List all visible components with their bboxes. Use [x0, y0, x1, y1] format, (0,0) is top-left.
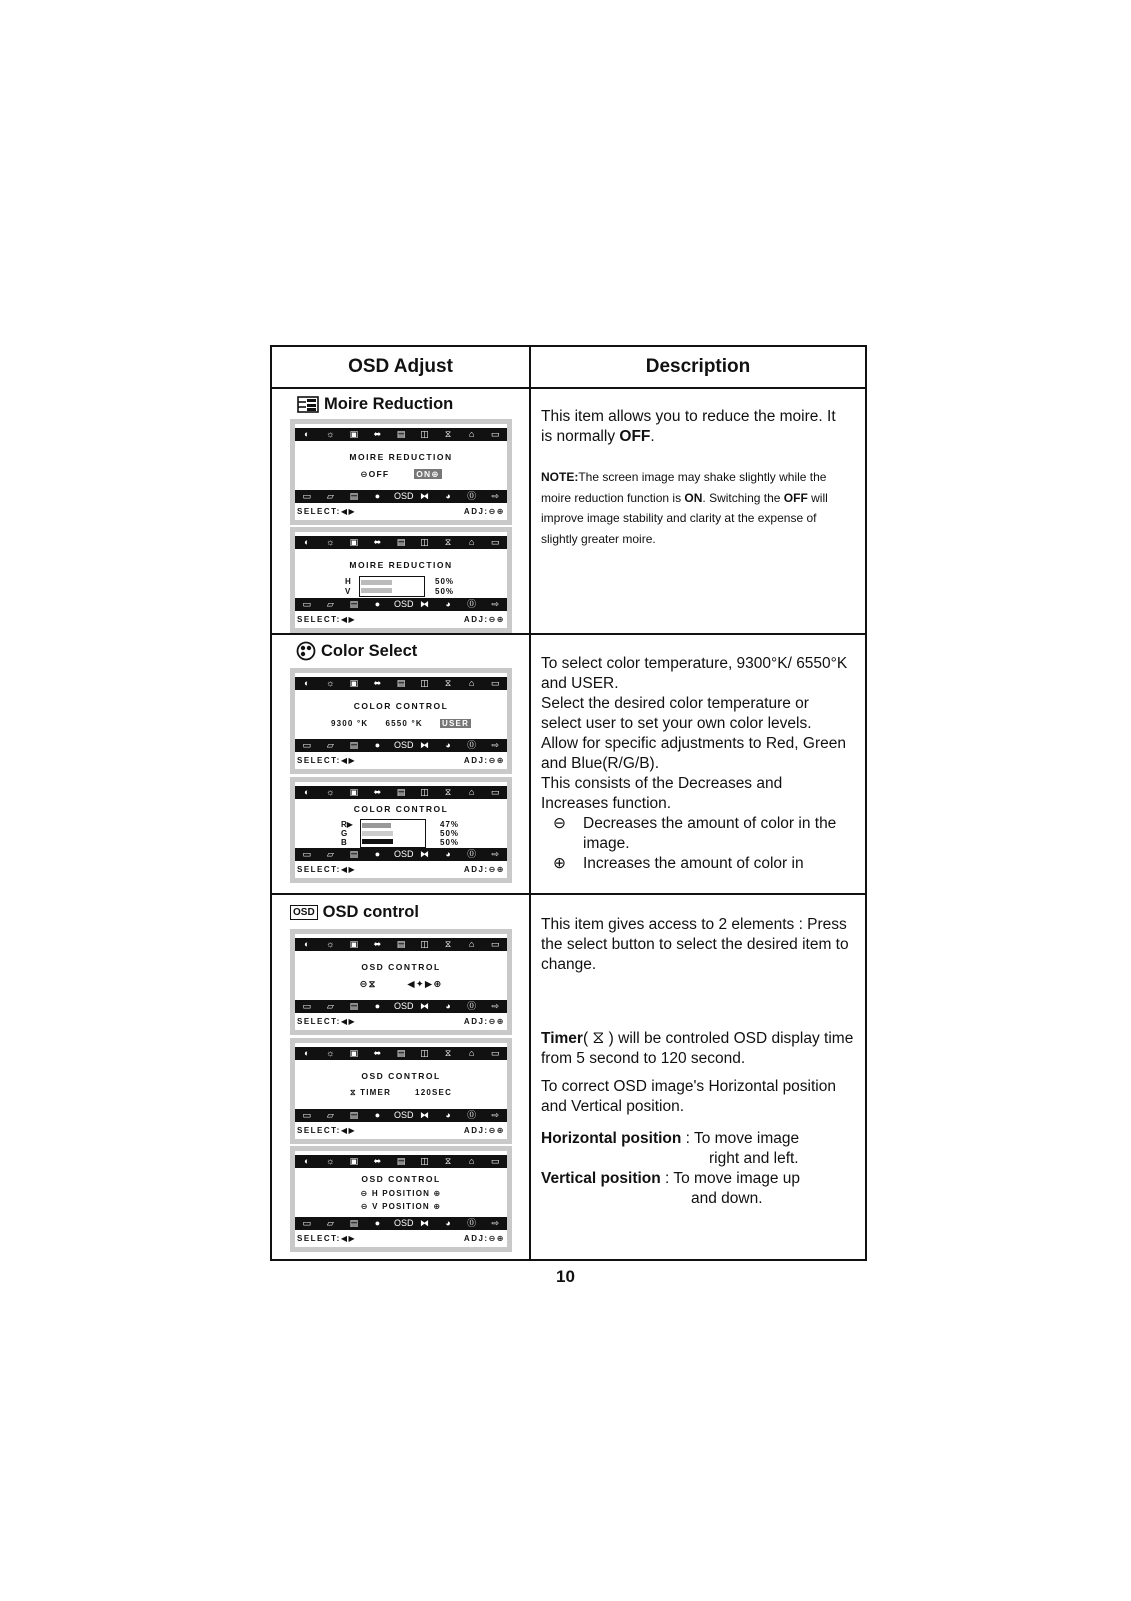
moire-h-value: 50%: [435, 577, 455, 586]
osd-top-icon-bar: ◐ ☼ ▣ ⬌ ▤ ◫ ⧖ ⌂ ▭: [295, 1047, 507, 1060]
osd-position-option: ◀✦▶⊕: [407, 979, 443, 990]
color-9300-option: 9300 °K: [330, 719, 369, 728]
color-section-title: [296, 641, 417, 661]
timer-label: Timer: [541, 1030, 583, 1047]
color-increase-item: [541, 854, 851, 874]
osd-top-icon-bar: ◐ ☼ ▣ ⬌ ▤ ◫ ⧖ ⌂ ▭: [295, 1155, 507, 1168]
osd-select-row: SELECT:◀▶ ADJ:⊖⊕: [297, 507, 505, 516]
osd-table: [270, 345, 867, 1261]
color-description: [541, 654, 851, 874]
row-divider-2: [272, 893, 865, 895]
osd-bottom-icon-bar: ▭ ▱ ▤ ● OSD ⧓ ◕ ⓪ ⇨: [295, 848, 507, 861]
osd-bottom-icon-bar: ▭ ▱ ▤ ● OSD ⧓ ◕ ⓪ ⇨: [295, 739, 507, 752]
column-header-description: Description: [645, 356, 751, 377]
color-r-value: 47%: [440, 820, 460, 829]
osd-select-row: SELECT:◀▶ ADJ:⊖⊕: [297, 615, 505, 624]
osd-screen-osdctl-3: [290, 1146, 512, 1252]
hpos-desc: Horizontal position : To move image: [541, 1130, 800, 1147]
moire-on-option: ON⊕: [416, 469, 440, 479]
color-r-label: R▶: [341, 820, 353, 829]
osdctl-description: [541, 915, 859, 1209]
osd-screen-color-2: [290, 777, 512, 883]
osd-timer-row: [295, 1088, 507, 1098]
osd-select-row: SELECT:◀▶ ADJ:⊖⊕: [297, 865, 505, 874]
osd-moire-heading: MOIRE REDUCTION: [349, 452, 453, 462]
osd-timer-label: ⧖ TIMER: [349, 1088, 392, 1097]
color-user-option: USER: [442, 719, 470, 728]
osd-select-row: SELECT:◀▶ ADJ:⊖⊕: [297, 756, 505, 765]
osdctl-timer-desc: Timer( ⧖ ) will be controled OSD display time from 5 second to 120 second.: [541, 1028, 854, 1067]
osdctl-desc-1: This item gives access to 2 elements : Press the select button to select the desired item to change.: [541, 916, 849, 973]
row-divider-1: [272, 633, 865, 635]
osd-box-icon: OSD: [290, 905, 318, 920]
color-desc-1: To select color temperature, 9300°K/ 6550°K and USER.: [541, 655, 848, 692]
header-divider: [272, 387, 865, 389]
osd-moire-heading: MOIRE REDUCTION: [349, 560, 453, 570]
osd-bottom-icon-bar: ▭ ▱ ▤ ● OSD ⧓ ◕ ⓪ ⇨: [295, 1109, 507, 1122]
osd-bottom-icon-bar: ▭ ▱ ▤ ● OSD ⧓ ◕ ⓪ ⇨: [295, 598, 507, 611]
osd-color-heading: COLOR CONTROL: [353, 804, 449, 814]
color-desc-2: Select the desired color temperature or select user to set your own color levels.: [541, 695, 812, 732]
moire-note: NOTE:The screen image may shake slightly while the moire reduction function is ON. Switching the OFF will improve image stability and clarity at the expense of slightly greater moire.: [541, 470, 828, 546]
moire-title: Moire Reduction: [324, 395, 454, 413]
osd-bottom-icon-bar: ▭ ▱ ▤ ● OSD ⧓ ◕ ⓪ ⇨: [295, 490, 507, 503]
osd-bottom-icon-bar: ▭ ▱ ▤ ● OSD ⧓ ◕ ⓪ ⇨: [295, 1217, 507, 1230]
osd-timer-option: ⊖⧖: [359, 979, 377, 990]
color-g-fill: [362, 831, 393, 836]
osd-top-icon-bar: ◐ ☼ ▣ ⬌ ▤ ◫ ⧖ ⌂ ▭: [295, 786, 507, 799]
moire-gauge: [359, 576, 425, 597]
osd-screen-osdctl-1: [290, 929, 512, 1035]
osd-osdctl-heading: OSD CONTROL: [361, 962, 441, 972]
osd-color-options: [295, 719, 507, 728]
moire-h-fill: [361, 580, 392, 585]
osd-select-row: SELECT:◀▶ ADJ:⊖⊕: [297, 1234, 505, 1243]
moire-v-fill: [361, 588, 392, 593]
osd-screen-moire-1: [290, 419, 512, 525]
color-r-fill: [362, 823, 391, 828]
osd-osdctl-heading: OSD CONTROL: [361, 1174, 441, 1184]
osd-top-icon-bar: ◐ ☼ ▣ ⬌ ▤ ◫ ⧖ ⌂ ▭: [295, 428, 507, 441]
color-desc-3: Allow for specific adjustments to Red, Green and Blue(R/G/B).: [541, 735, 846, 772]
color-decrease-text: Decreases the amount of color in the image.: [583, 815, 837, 852]
moire-section-title: [297, 395, 453, 414]
hpos-desc-2: right and left.: [709, 1150, 799, 1167]
osd-select-row: SELECT:◀▶ ADJ:⊖⊕: [297, 1017, 505, 1026]
minus-icon: ⊖: [553, 815, 566, 832]
color-6550-option: 6550 °K: [385, 719, 423, 728]
osd-timer-value: 120SEC: [415, 1088, 453, 1097]
column-divider: [529, 347, 531, 1259]
osd-moire-options: [295, 469, 507, 480]
osd-bottom-icon-bar: ▭ ▱ ▤ ● OSD ⧓ ◕ ⓪ ⇨: [295, 1000, 507, 1013]
osd-select-row: SELECT:◀▶ ADJ:⊖⊕: [297, 1126, 505, 1135]
osd-screen-color-1: [290, 668, 512, 774]
osd-top-icon-bar: ◐ ☼ ▣ ⬌ ▤ ◫ ⧖ ⌂ ▭: [295, 938, 507, 951]
color-b-label: B: [341, 838, 347, 847]
osd-color-heading: COLOR CONTROL: [353, 701, 449, 711]
color-b-value: 50%: [440, 838, 460, 847]
vpos-desc-2: and down.: [691, 1190, 763, 1207]
moire-description: [541, 407, 851, 549]
moire-off-option: ⊖OFF: [360, 469, 390, 479]
moire-v-value: 50%: [435, 587, 455, 596]
color-g-value: 50%: [440, 829, 460, 838]
color-palette-icon: [296, 641, 316, 661]
moire-v-label: V: [345, 587, 351, 596]
plus-icon: ⊕: [553, 855, 566, 872]
moire-desc-main: This item allows you to reduce the moire. It is normally OFF.: [541, 408, 836, 445]
osd-osdctl-heading: OSD CONTROL: [361, 1071, 441, 1081]
color-title: Color Select: [321, 641, 418, 660]
osd-screen-moire-2: [290, 527, 512, 633]
moire-h-label: H: [345, 577, 351, 586]
osdctl-section-title: [290, 903, 419, 922]
color-g-label: G: [341, 829, 348, 838]
hourglass-icon: ⧖: [592, 1028, 605, 1047]
osd-osdctl-options: [295, 979, 507, 990]
color-decrease-item: [541, 814, 851, 854]
osdctl-title: OSD control: [322, 903, 419, 921]
vpos-desc: Vertical position : To move image up: [541, 1170, 801, 1187]
osd-top-icon-bar: ◐ ☼ ▣ ⬌ ▤ ◫ ⧖ ⌂ ▭: [295, 536, 507, 549]
moire-icon: [297, 396, 319, 413]
page-number: 10: [556, 1267, 575, 1286]
color-desc-4: This consists of the Decreases and Increases function.: [541, 775, 783, 812]
osd-screen-osdctl-2: [290, 1038, 512, 1144]
osd-hpos-row: ⊖ H POSITION ⊕: [360, 1189, 442, 1198]
color-gauge: [360, 819, 426, 848]
osdctl-desc-2: To correct OSD image's Horizontal position and Vertical position.: [541, 1078, 836, 1115]
column-header-osd-adjust: OSD Adjust: [348, 356, 453, 377]
osd-top-icon-bar: ◐ ☼ ▣ ⬌ ▤ ◫ ⧖ ⌂ ▭: [295, 677, 507, 690]
color-increase-text: Increases the amount of color in: [583, 855, 804, 872]
color-b-fill: [362, 839, 393, 844]
osd-vpos-row: ⊖ V POSITION ⊕: [360, 1202, 442, 1211]
